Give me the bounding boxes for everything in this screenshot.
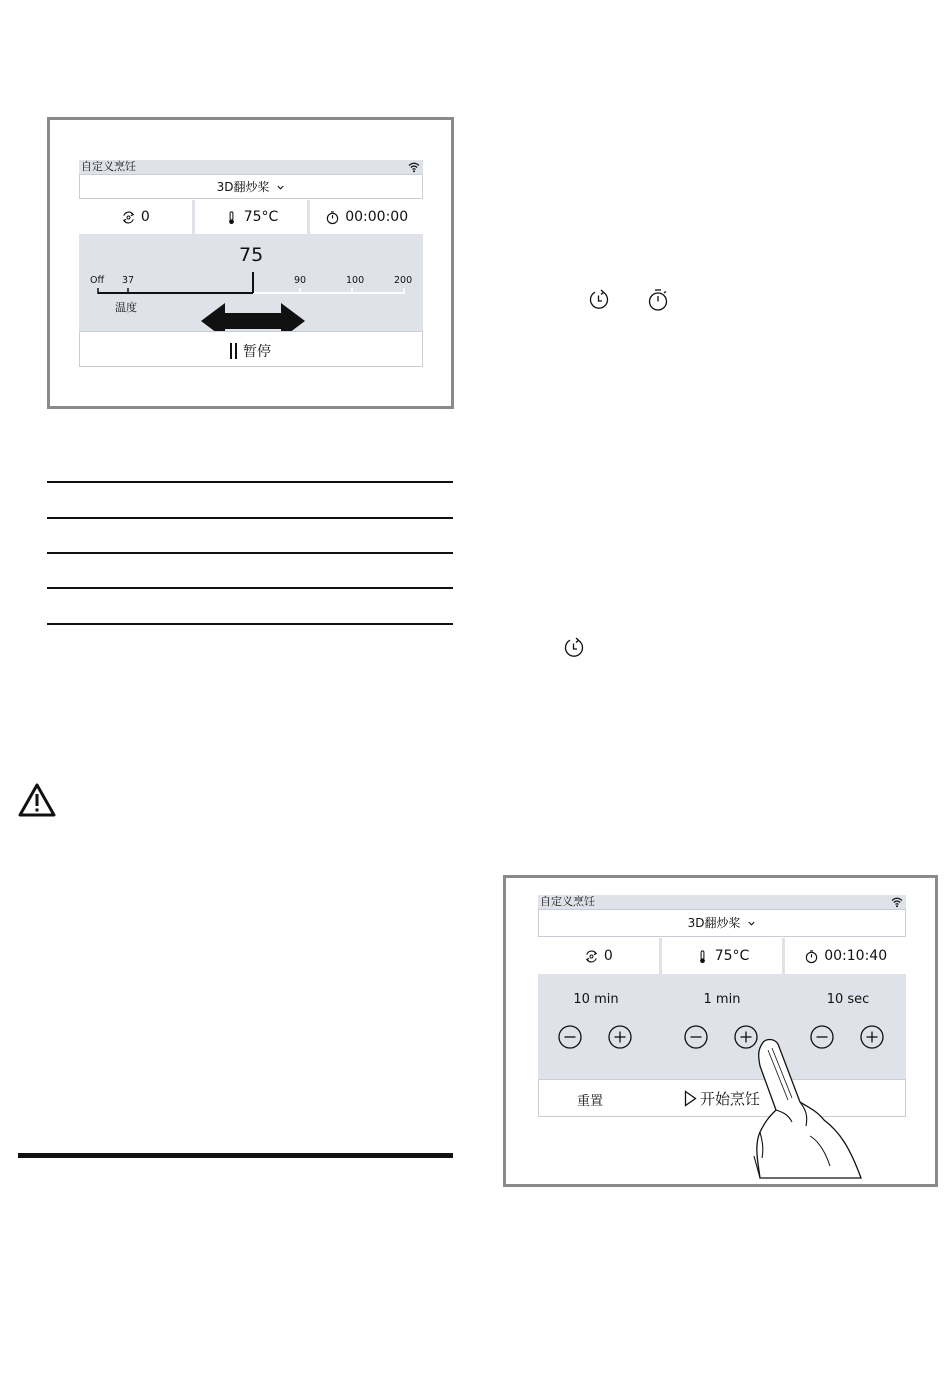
minus-button-1min[interactable] [684, 1025, 708, 1049]
appliance-screen [79, 160, 423, 368]
timer-tile[interactable] [310, 200, 423, 234]
table-rule [47, 481, 453, 483]
section-divider [18, 1153, 453, 1158]
rotation-value: 0 [140, 209, 150, 225]
table-rule [47, 517, 453, 519]
temperature-value: 75°C [714, 948, 750, 964]
figure-timer-screen [503, 875, 938, 1187]
pause-label: 暂停 [243, 344, 271, 360]
temperature-tile[interactable] [195, 200, 308, 234]
rotation-icon [584, 949, 599, 964]
screen-title: 自定义烹饪 [540, 895, 595, 908]
tick-label: Off [90, 275, 105, 286]
status-tiles [79, 200, 423, 234]
start-cooking-label: 开始烹饪 [700, 1090, 761, 1108]
rotation-tile[interactable] [79, 200, 192, 234]
wifi-icon [408, 161, 420, 173]
temperature-value: 75°C [243, 209, 279, 225]
rotation-value: 0 [603, 948, 613, 964]
reset-button[interactable]: 重置 [577, 1094, 604, 1109]
chevron-down-icon [276, 183, 285, 192]
stopwatch-icon [804, 949, 819, 964]
status-bar [538, 895, 906, 909]
table-rule [47, 623, 453, 625]
stopwatch-icon [325, 210, 340, 225]
program-name: 3D翻炒桨 [216, 180, 270, 194]
step-label: 10 sec [826, 992, 870, 1007]
start-cooking-button[interactable] [684, 1088, 760, 1109]
status-bar [79, 160, 423, 174]
pause-icon [230, 343, 238, 359]
slider-label: 温度 [115, 301, 137, 314]
thermometer-icon [224, 210, 239, 225]
warning-triangle-icon [18, 783, 56, 817]
tick-label: 37 [122, 275, 135, 286]
temperature-tile[interactable] [662, 938, 783, 974]
program-selector[interactable] [538, 909, 906, 937]
rotation-tile[interactable] [538, 938, 659, 974]
slider-value: 75 [239, 244, 264, 266]
program-selector[interactable] [79, 174, 423, 199]
screen-title: 自定义烹饪 [81, 160, 136, 173]
step-label: 1 min [703, 992, 741, 1007]
minus-button-10min[interactable] [558, 1025, 582, 1049]
timer-value: 00:00:00 [345, 209, 409, 225]
table-rule [47, 552, 453, 554]
table-rule [47, 587, 453, 589]
stopwatch-icon [647, 288, 669, 312]
pause-button[interactable] [79, 331, 423, 367]
program-name: 3D翻炒桨 [687, 916, 741, 930]
timer-value: 00:10:40 [824, 948, 888, 964]
pointing-hand-icon [750, 1036, 870, 1184]
plus-button-10min[interactable] [608, 1025, 632, 1049]
chevron-down-icon [747, 919, 756, 928]
wifi-icon [891, 896, 903, 908]
status-tiles [538, 938, 906, 974]
clock-arrow-icon [563, 637, 585, 659]
rotation-icon [121, 210, 136, 225]
thermometer-icon [695, 949, 710, 964]
clock-arrow-icon [588, 289, 610, 311]
play-icon [684, 1090, 697, 1107]
timer-tile[interactable] [785, 938, 906, 974]
tick-label: 90 [294, 275, 307, 286]
step-label: 10 min [573, 992, 619, 1007]
tick-label: 100 [346, 275, 365, 286]
tick-label: 200 [394, 275, 413, 286]
figure-temperature-screen [47, 117, 454, 409]
temperature-control [79, 234, 423, 331]
